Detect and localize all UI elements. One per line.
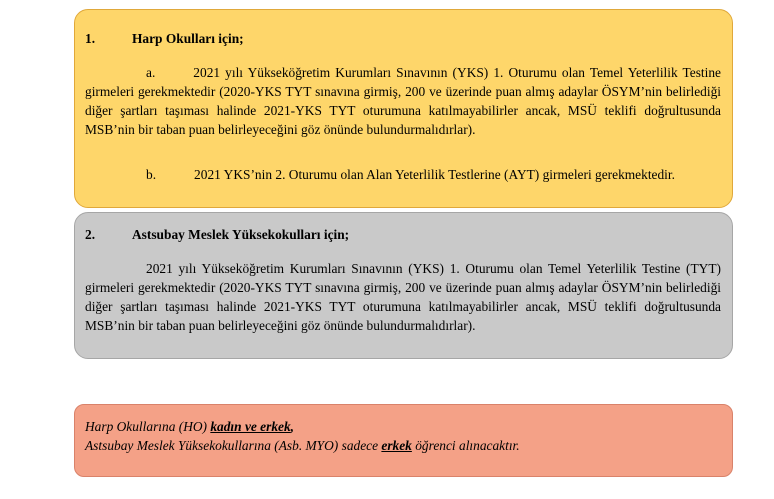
requirement-paragraph — [85, 165, 721, 184]
paragraph-text: 2021 yılı Yükseköğretim Kurumları Sınavının (YKS) 1. Oturumu olan Temel Yeterlilik Testine (TYT) girmeleri gerekmektedir (2020-YKS TYT sınavına girmiş, 200 ve üzerinde puan almış adaylar ÖSYM’nin belirlediği diğer şartları taşıması halinde 2021-YKS TYT oturumuna katılmayabilirler ancak, MSÜ teklifi doğrultusunda MSB’nin bir taban puan belirleyeceğini göz önünde bulundurmalıdırlar). — [85, 261, 721, 333]
paragraph-label: a. — [146, 65, 156, 80]
harp-okullari-box — [74, 9, 733, 208]
notice-box — [74, 404, 733, 477]
paragraph-text: 2021 YKS’nin 2. Oturumu olan Alan Yeterlilik Testlerine (AYT) girmeleri gerekmektedir. — [194, 167, 675, 182]
notice-text-part: , — [290, 419, 295, 434]
notice-text-part: Astsubay Meslek Yüksekokullarına (Asb. MYO) sadece — [85, 438, 382, 453]
emphasis-gender: erkek — [381, 438, 412, 453]
section-number: 1. — [85, 31, 96, 46]
emphasis-gender: kadın ve erkek — [210, 419, 291, 434]
section-number: 2. — [85, 227, 96, 242]
requirement-paragraph — [85, 63, 721, 139]
section-heading — [85, 29, 244, 48]
notice-text — [85, 417, 722, 455]
notice-line-1 — [85, 417, 722, 436]
section-heading — [85, 225, 349, 244]
notice-text-part: öğrenci alınacaktır. — [411, 438, 520, 453]
requirement-paragraph — [85, 259, 721, 335]
notice-line-2 — [85, 436, 722, 455]
paragraph-text: 2021 yılı Yükseköğretim Kurumları Sınavının (YKS) 1. Oturumu olan Temel Yeterlilik Testine girmeleri gerekmektedir (2020-YKS TYT sınavına girmiş, 200 ve üzerinde puan almış adaylar ÖSYM’nin belirlediği diğer şartları taşıması halinde 2021-YKS TYT oturumuna katılmayabilirler ancak, MSÜ teklifi doğrultusunda MSB’nin bir taban puan belirleyeceğini göz önünde bulundurmalıdırlar). — [85, 65, 721, 137]
section-title: Astsubay Meslek Yüksekokulları için; — [132, 227, 350, 242]
paragraph-label: b. — [146, 167, 157, 182]
section-title: Harp Okulları için; — [132, 31, 244, 46]
notice-text-part: Harp Okullarına (HO) — [85, 419, 211, 434]
astsubay-myo-box — [74, 212, 733, 359]
